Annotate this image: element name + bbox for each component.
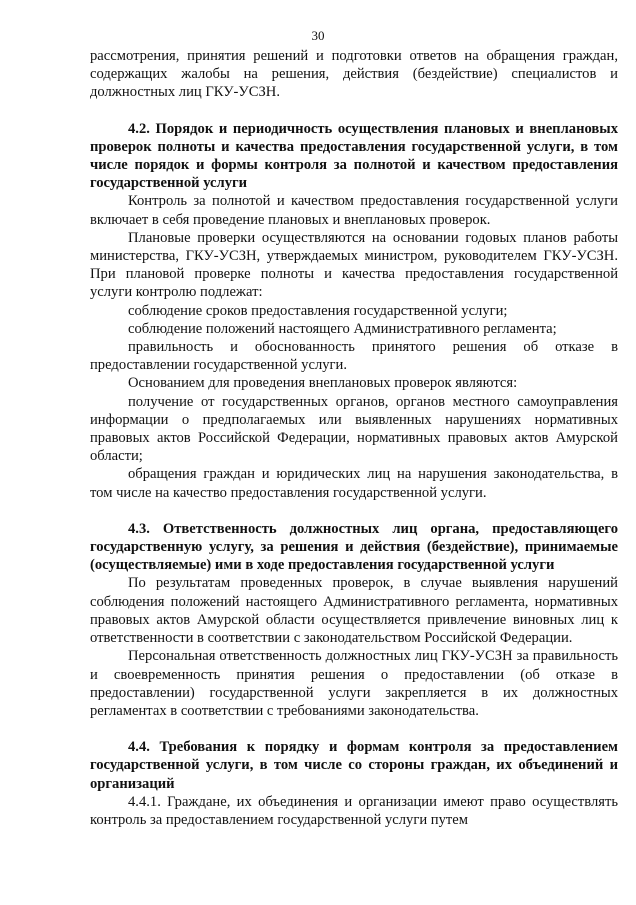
list-item: соблюдение положений настоящего Административного регламента; [128, 320, 557, 337]
section-gap [90, 502, 618, 520]
paragraph: По результатам проведенных проверок, в случае выявления нарушений соблюдения положений настоящего Административного регламента, нормативных правовых актов Амурской области осуществляется привлечение виновных лиц к ответственности в соответствии с законодательством Российской Федерации. [90, 575, 618, 647]
list-item: правильность и обоснованность принятого решения об отказе в предоставлении государственной услуги. [90, 339, 618, 374]
list-item: получение от государственных органов, органов местного самоуправления информации о предполагаемых или выявленных нарушениях нормативных правовых актов Российской Федерации, нормативных правовых актов Амурской области; [90, 393, 618, 465]
paragraph: рассмотрения, принятия решений и подготовки ответов на обращения граждан, содержащих жалобы на решения, действия (бездействие) специалистов и должностных лиц ГКУ-УСЗН. [90, 48, 618, 101]
section-heading-4-3: 4.3. Ответственность должностных лиц органа, предоставляющего государственную услугу, за решения и действия (бездействие), принимаемые (осуществляемые) ими в ходе предоставления государственной услуги [90, 520, 618, 574]
paragraph: Плановые проверки осуществляются на основании годовых планов работы министерства, ГКУ-УСЗН, утверждаемых министром, руководителем ГКУ-УСЗН. При плановой проверке полноты и качества предоставления государственной услуги контролю подлежат: [90, 229, 618, 301]
paragraph: 4.4.1. Граждане, их объединения и организации имеют право осуществлять контроль за предоставлением государственной услуги путем [90, 793, 618, 828]
page-number: 30 [311, 28, 325, 43]
paragraph: Основанием для проведения внеплановых проверок являются: [128, 375, 518, 392]
paragraph: Контроль за полнотой и качеством предоставления государственной услуги включает в себя проведение плановых и внеплановых проверок. [90, 193, 618, 228]
section-gap [90, 102, 618, 120]
section-gap [90, 720, 618, 738]
section-heading-4-4: 4.4. Требования к порядку и формам контроля за предоставлением государственной услуги, в том числе со стороны граждан, их объединений и организаций [90, 739, 618, 792]
document-body [90, 47, 618, 829]
list-item: соблюдение сроков предоставления государственной услуги; [128, 302, 508, 319]
list-item: обращения граждан и юридических лиц на нарушения законодательства, в том числе на качество предоставления государственной услуги. [90, 466, 618, 501]
paragraph: Персональная ответственность должностных лиц ГКУ-УСЗН за правильность и своевременность принятия решения о предоставлении (об отказе в предоставлении) государственной услуги закрепляется в их должностных регламентах в соответствии с требованиями законодательства. [90, 648, 618, 719]
section-heading-4-2: 4.2. Порядок и периодичность осуществления плановых и внеплановых проверок полноты и качества предоставления государственной услуги, в том числе порядок и формы контроля за полнотой и качеством предоставления государственной услуги [90, 120, 618, 192]
